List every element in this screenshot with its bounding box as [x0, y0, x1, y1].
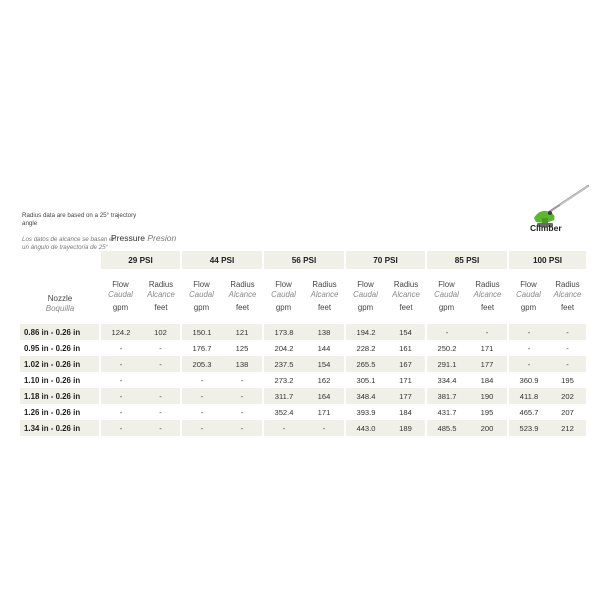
- flow-value: -: [100, 340, 141, 356]
- flow-label-en: Flow: [193, 280, 210, 289]
- radius-value: -: [141, 356, 181, 372]
- flow-value: 176.7: [181, 340, 222, 356]
- radius-value: -: [240, 407, 244, 417]
- flow-value: 305.1: [345, 372, 386, 388]
- flow-value: -: [426, 324, 467, 340]
- flow-value: 124.2: [100, 324, 141, 340]
- radius-label-es: Alcance: [147, 290, 175, 299]
- flow-value: 194.2: [345, 324, 386, 340]
- flow-value: 205.3: [181, 356, 222, 372]
- nozzle-header: [20, 269, 100, 324]
- flow-unit: gpm: [520, 303, 537, 312]
- flow-unit: gpm: [275, 303, 292, 312]
- radius-column-header: [304, 269, 345, 324]
- radius-value: 200: [467, 420, 508, 436]
- radius-value: -: [222, 420, 263, 436]
- product-name: Climber: [530, 223, 562, 233]
- nozzle-size: 0.95 in - 0.26 in: [24, 343, 81, 353]
- radius-label-es: Alcance: [310, 290, 339, 299]
- radius-label-es: Alcance: [553, 290, 582, 299]
- flow-column-header: [263, 269, 304, 324]
- pressure-header: 29 PSI: [100, 251, 181, 269]
- radius-value: 195: [480, 407, 494, 417]
- flow-label-es: Caudal: [516, 290, 541, 299]
- flow-value: 360.9: [508, 372, 549, 388]
- radius-column-header: [549, 269, 586, 324]
- flow-value: 411.8: [508, 388, 549, 404]
- flow-label-es: Caudal: [434, 290, 459, 299]
- table-row: [20, 404, 586, 420]
- flow-value: -: [181, 404, 222, 420]
- flow-value: 523.9: [508, 420, 549, 436]
- radius-value: 154: [304, 356, 345, 372]
- radius-unit: feet: [561, 303, 575, 312]
- flow-unit: gpm: [112, 303, 129, 312]
- pressure-label: [111, 233, 176, 243]
- flow-value: 311.7: [263, 388, 304, 404]
- flow-value: -: [100, 372, 141, 388]
- flow-label-en: Flow: [438, 280, 455, 289]
- flow-value: 393.9: [345, 404, 386, 420]
- nozzle-size: 1.18 in - 0.26 in: [20, 388, 100, 404]
- flow-value: 237.5: [263, 356, 304, 372]
- nozzle-size: 1.10 in - 0.26 in: [24, 375, 81, 385]
- flow-value: 352.4: [263, 404, 304, 420]
- flow-value: -: [100, 404, 141, 420]
- table-row: [20, 388, 586, 404]
- flow-column-header: [100, 269, 141, 324]
- radius-label-es: Alcance: [473, 290, 502, 299]
- radius-value: 171: [317, 407, 331, 417]
- flow-label-en: Flow: [520, 280, 537, 289]
- flow-value: 265.5: [345, 356, 386, 372]
- radius-unit: feet: [317, 303, 331, 312]
- radius-value: 167: [386, 356, 426, 372]
- radius-value: 177: [467, 356, 508, 372]
- column-subheader-row: [20, 269, 586, 324]
- radius-value: -: [141, 420, 181, 436]
- table-row: [20, 372, 586, 388]
- flow-value: -: [100, 420, 141, 436]
- flow-value: 204.2: [263, 340, 304, 356]
- radius-value: 171: [480, 343, 494, 353]
- radius-value: -: [141, 388, 181, 404]
- table-row: [20, 420, 586, 436]
- radius-label-es: Alcance: [392, 290, 420, 299]
- radius-unit: feet: [399, 303, 413, 312]
- radius-column-header: [141, 269, 181, 324]
- trajectory-note-spanish: Los datos de alcance se basan en un ángulo de trayectoria de 25°: [22, 236, 116, 251]
- flow-column-header: [181, 269, 222, 324]
- nozzle-size: 1.26 in - 0.26 in: [24, 407, 81, 417]
- nozzle-size: 1.02 in - 0.26 in: [20, 356, 100, 372]
- flow-value: 334.4: [426, 372, 467, 388]
- flow-value: 465.7: [508, 404, 549, 420]
- radius-value: 212: [549, 420, 586, 436]
- flow-value: 173.8: [263, 324, 304, 340]
- radius-label-en: Radius: [312, 280, 337, 289]
- flow-column-header: [508, 269, 549, 324]
- radius-value: -: [304, 420, 345, 436]
- radius-value: 144: [317, 343, 331, 353]
- header-spacer: [20, 251, 100, 269]
- flow-label-en: Flow: [112, 280, 129, 289]
- flow-value: -: [181, 388, 222, 404]
- radius-value: 189: [386, 420, 426, 436]
- radius-value: 138: [304, 324, 345, 340]
- flow-value: -: [100, 356, 141, 372]
- flow-value: 228.2: [345, 340, 386, 356]
- flow-value: 273.2: [263, 372, 304, 388]
- flow-value: -: [508, 324, 549, 340]
- flow-unit: gpm: [357, 303, 374, 312]
- radius-value: 195: [561, 375, 574, 385]
- nozzle-size: 0.86 in - 0.26 in: [20, 324, 100, 340]
- radius-label-en: Radius: [230, 280, 255, 289]
- radius-value: 161: [399, 343, 412, 353]
- table-row: [20, 340, 586, 356]
- pressure-header: 100 PSI: [508, 251, 586, 269]
- flow-value: 381.7: [426, 388, 467, 404]
- flow-column-header: [345, 269, 386, 324]
- flow-value: -: [181, 372, 222, 388]
- table-row: [20, 356, 586, 372]
- radius-value: -: [467, 324, 508, 340]
- flow-value: 348.4: [345, 388, 386, 404]
- flow-value: -: [263, 420, 304, 436]
- radius-value: 207: [561, 407, 574, 417]
- flow-value: 250.2: [426, 340, 467, 356]
- table-body: [20, 324, 586, 436]
- flow-value: 485.5: [426, 420, 467, 436]
- radius-unit: feet: [480, 303, 494, 312]
- flow-column-header: [426, 269, 467, 324]
- radius-value: -: [159, 407, 162, 417]
- flow-value: 443.0: [345, 420, 386, 436]
- table-row: [20, 324, 586, 340]
- radius-value: 162: [317, 375, 331, 385]
- pressure-header: 85 PSI: [426, 251, 508, 269]
- pressure-header-row: [20, 251, 586, 269]
- flow-label-es: Caudal: [271, 290, 296, 299]
- radius-value: 177: [386, 388, 426, 404]
- radius-value: -: [222, 388, 263, 404]
- pressure-header: 56 PSI: [263, 251, 345, 269]
- flow-label-en: Flow: [357, 280, 374, 289]
- radius-value: [141, 372, 181, 388]
- radius-value: -: [566, 343, 569, 353]
- radius-value: -: [549, 324, 586, 340]
- radius-value: 202: [549, 388, 586, 404]
- radius-label-en: Radius: [555, 280, 580, 289]
- nozzle-size: 1.34 in - 0.26 in: [20, 420, 100, 436]
- radius-label-en: Radius: [393, 280, 419, 289]
- radius-value: 125: [235, 343, 249, 353]
- pressure-header: 70 PSI: [345, 251, 426, 269]
- nozzle-header-en: Nozzle: [47, 293, 73, 303]
- radius-unit: feet: [235, 303, 249, 312]
- flow-value: -: [181, 420, 222, 436]
- trajectory-note-english: Radius data are based on a 25° trajectory angle: [22, 212, 137, 227]
- pressure-label-en: Pressure: [111, 233, 146, 243]
- radius-value: 190: [467, 388, 508, 404]
- flow-value: 150.1: [181, 324, 222, 340]
- radius-column-header: [222, 269, 263, 324]
- flow-label-es: Caudal: [353, 290, 378, 299]
- radius-value: 121: [222, 324, 263, 340]
- radius-label-es: Alcance: [228, 290, 257, 299]
- radius-value: -: [240, 375, 244, 385]
- flow-unit: gpm: [438, 303, 455, 312]
- radius-value: 164: [304, 388, 345, 404]
- flow-value: -: [508, 356, 549, 372]
- radius-value: -: [549, 356, 586, 372]
- nozzle-header-es: Boquilla: [45, 303, 75, 313]
- radius-column-header: [386, 269, 426, 324]
- flow-value: -: [100, 388, 141, 404]
- performance-table: [20, 251, 586, 436]
- radius-label-en: Radius: [475, 280, 500, 289]
- radius-value: 154: [386, 324, 426, 340]
- radius-value: 171: [399, 375, 412, 385]
- radius-column-header: [467, 269, 508, 324]
- radius-value: 102: [141, 324, 181, 340]
- radius-value: 184: [399, 407, 412, 417]
- flow-label-es: Caudal: [189, 290, 214, 299]
- radius-unit: feet: [154, 303, 168, 312]
- pressure-header: 44 PSI: [181, 251, 263, 269]
- flow-label-en: Flow: [275, 280, 292, 289]
- flow-unit: gpm: [193, 303, 210, 312]
- pressure-label-es: Presion: [147, 233, 177, 243]
- radius-value: -: [159, 343, 162, 353]
- radius-value: 138: [222, 356, 263, 372]
- flow-value: -: [508, 340, 549, 356]
- flow-label-es: Caudal: [108, 290, 133, 299]
- radius-label-en: Radius: [148, 280, 174, 289]
- radius-value: 184: [480, 375, 494, 385]
- flow-value: 431.7: [426, 404, 467, 420]
- flow-value: 291.1: [426, 356, 467, 372]
